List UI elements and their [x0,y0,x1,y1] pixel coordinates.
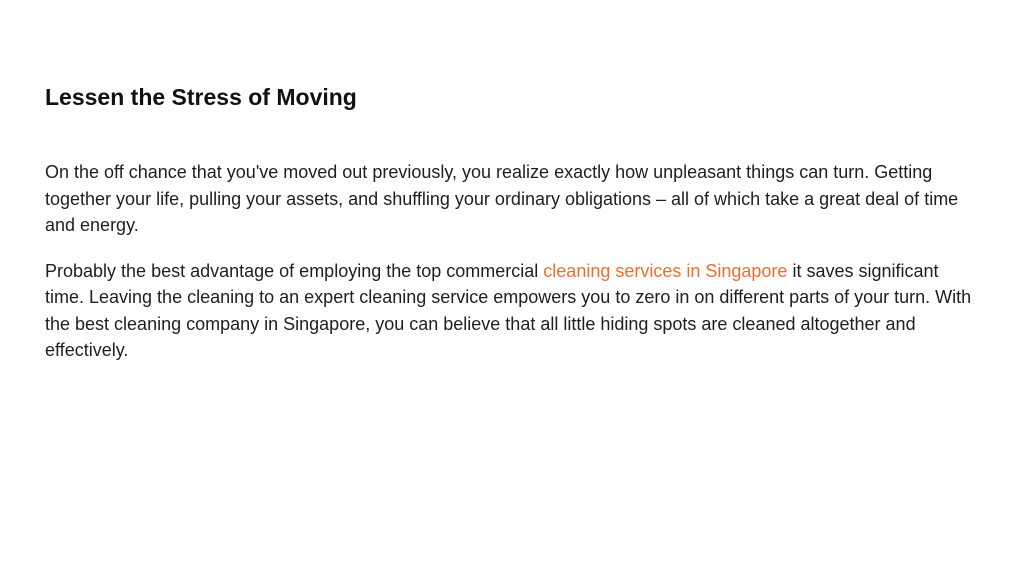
paragraph-cleaning [45,258,980,364]
article-body [45,159,980,383]
paragraph-cleaning-rest: it saves significant time. Leaving the cleaning to an expert cleaning service empowers you to zero in on different parts of your turn. With the best cleaning company in Singapore, you can believe that all little hiding spots are cleaned altogether and effectively. [45,260,972,360]
article-title: Lessen the Stress of Moving [45,84,357,110]
paragraph-cleaning-lead: Probably the best advantage of employing the top commercial [45,260,544,281]
cleaning-services-link[interactable]: cleaning services in Singapore [543,260,788,281]
paragraph-intro: On the off chance that you've moved out previously, you realize exactly how unpleasant things can turn. Getting together your life, pulling your assets, and shuffling your ordinary obligations – all of which take a great deal of time and energy. [45,162,959,235]
